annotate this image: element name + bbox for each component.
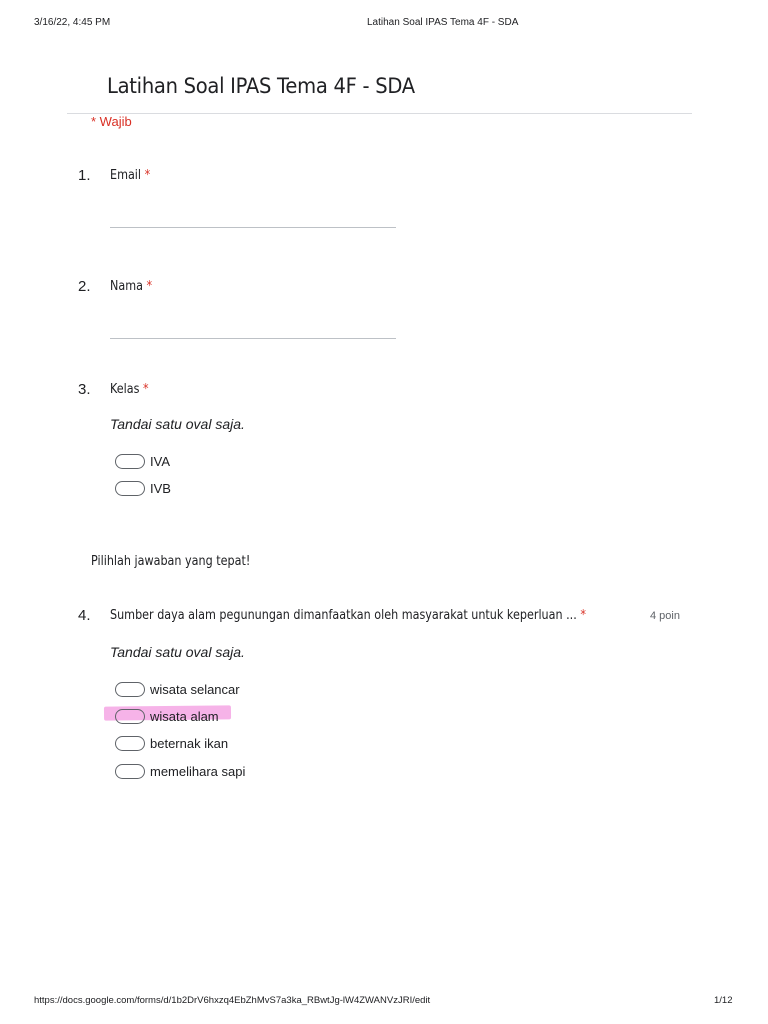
- option-ivb-radio[interactable]: [115, 481, 145, 496]
- question-2-number: 2.: [78, 278, 91, 295]
- question-4-instruction: Tandai satu oval saja.: [110, 644, 245, 660]
- question-3-required-mark: *: [143, 382, 149, 397]
- title-divider: [67, 113, 692, 114]
- question-4-text: Sumber daya alam pegunungan dimanfaatkan oleh masyarakat untuk keperluan ...: [110, 608, 577, 623]
- question-1-required-mark: *: [144, 168, 151, 183]
- option-wisata-selancar-radio[interactable]: [115, 682, 145, 697]
- question-3-label: [110, 382, 149, 397]
- required-note: * Wajib: [91, 114, 132, 129]
- question-1-label: [110, 168, 150, 183]
- question-3-number: 3.: [78, 381, 91, 398]
- print-datetime: 3/16/22, 4:45 PM: [34, 17, 111, 28]
- print-url: https://docs.google.com/forms/d/1b2DrV6hxzq4EbZhMvS7a3ka_RBwtJg-lW4ZWANVzJRI/edit: [34, 995, 431, 1006]
- question-4-required-mark: *: [580, 608, 586, 623]
- option-memelihara-sapi-label: memelihara sapi: [150, 764, 246, 779]
- question-4-points: 4 poin: [650, 610, 680, 622]
- option-beternak-ikan-label: beternak ikan: [150, 736, 229, 751]
- print-doc-title: Latihan Soal IPAS Tema 4F - SDA: [367, 17, 519, 28]
- option-beternak-ikan-radio[interactable]: [115, 736, 145, 751]
- question-1-text: Email: [110, 168, 142, 183]
- email-answer-field[interactable]: [110, 227, 396, 228]
- question-2-required-mark: *: [146, 279, 153, 294]
- question-3-instruction: Tandai satu oval saja.: [110, 416, 245, 432]
- question-2-text: Nama: [110, 279, 143, 294]
- section-instruction: Pilihlah jawaban yang tepat!: [91, 554, 251, 569]
- option-iva-radio[interactable]: [115, 454, 145, 469]
- question-4-label: [110, 608, 586, 623]
- nama-answer-field[interactable]: [110, 338, 396, 339]
- print-page-number: 1/12: [714, 995, 733, 1006]
- option-wisata-alam-radio[interactable]: [115, 709, 145, 724]
- form-title: Latihan Soal IPAS Tema 4F - SDA: [107, 74, 415, 98]
- question-1-number: 1.: [78, 167, 91, 184]
- option-iva-label: IVA: [150, 454, 170, 469]
- option-wisata-selancar-label: wisata selancar: [150, 682, 240, 697]
- option-memelihara-sapi-radio[interactable]: [115, 764, 145, 779]
- question-3-text: Kelas: [110, 382, 140, 397]
- question-2-label: [110, 279, 152, 294]
- option-wisata-alam-label: wisata alam: [150, 709, 219, 724]
- question-4-number: 4.: [78, 607, 91, 624]
- option-ivb-label: IVB: [150, 481, 171, 496]
